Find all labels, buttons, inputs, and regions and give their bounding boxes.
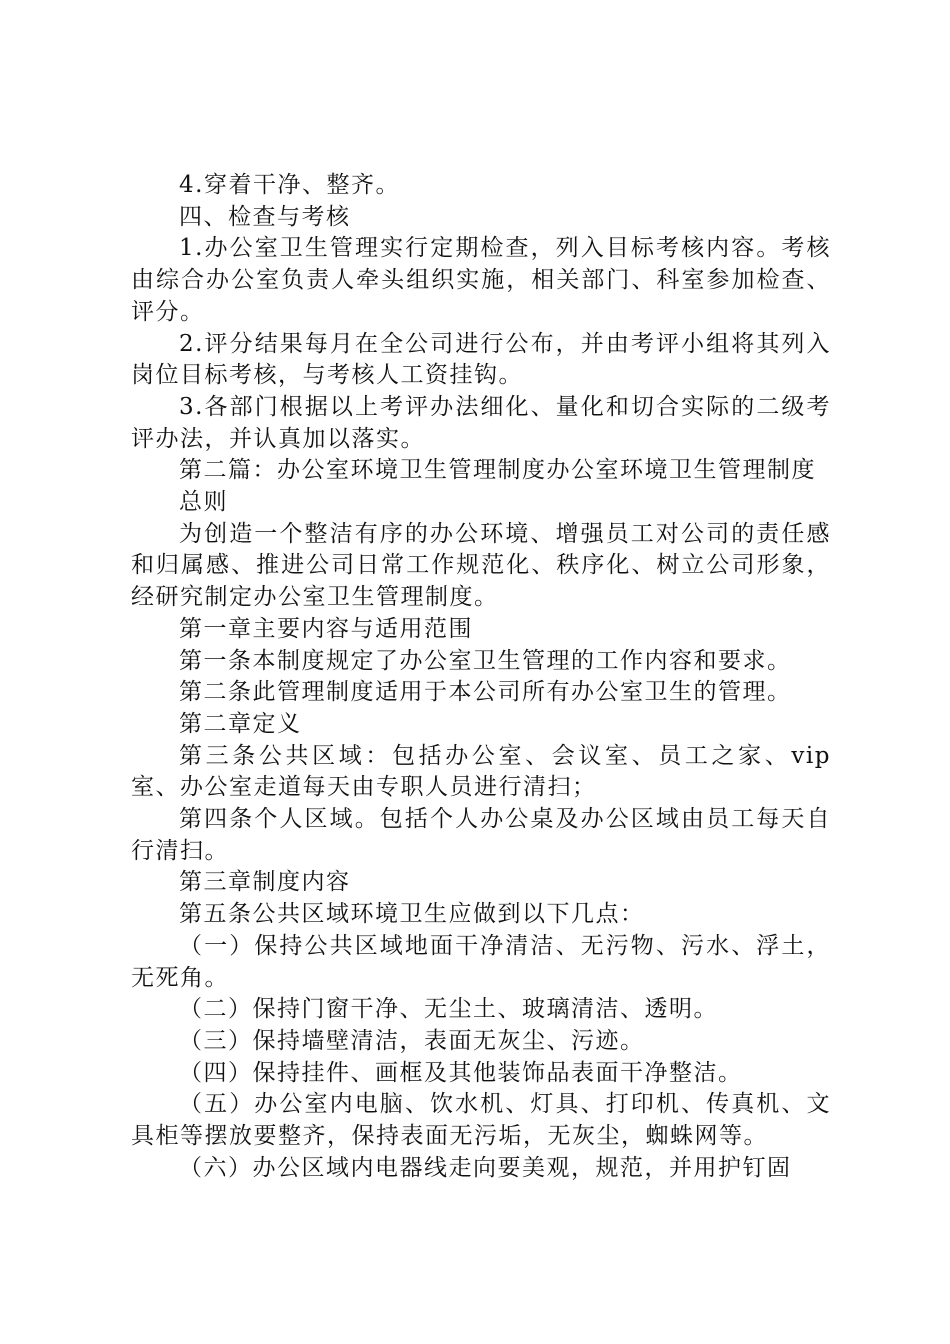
- list-item: （五）办公室内电脑、饮水机、灯具、打印机、传真机、文具柜等摆放要整齐，保持表面无污垢，无灰尘，蜘蛛网等。: [131, 1091, 831, 1150]
- chapter-heading: 第一章主要内容与适用范围: [179, 615, 473, 642]
- section-heading: 四、检查与考核: [179, 203, 351, 230]
- paragraph: 为创造一个整洁有序的办公环境、增强员工对公司的责任感和归属感、推进公司日常工作规范化、秩序化、树立公司形象，经研究制定办公室卫生管理制度。: [131, 520, 831, 611]
- paragraph: 2.评分结果每月在全公司进行公布，并由考评小组将其列入岗位目标考核，与考核人工资挂钩。: [131, 330, 831, 389]
- list-item: （六）办公区域内电器线走向要美观，规范，并用护钉固: [179, 1154, 792, 1181]
- paragraph: 3.各部门根据以上考评办法细化、量化和切合实际的二级考评办法，并认真加以落实。: [131, 393, 831, 452]
- list-item: （二）保持门窗干净、无尘土、玻璃清洁、透明。: [179, 996, 718, 1023]
- paragraph: 第四条个人区域。包括个人办公桌及办公区域由员工每天自行清扫。: [131, 806, 831, 864]
- list-item: （一）保持公共区域地面干净清洁、无污物、污水、浮土，无死角。: [131, 932, 831, 991]
- paragraph: 第五条公共区域环境卫生应做到以下几点：: [179, 901, 645, 928]
- paragraph: 1.办公室卫生管理实行定期检查，列入目标考核内容。考核由综合办公室负责人牵头组织实施，相关部门、科室参加检查、评分。: [131, 235, 831, 325]
- list-item: （三）保持墙壁清洁，表面无灰尘、污迹。: [179, 1027, 645, 1054]
- section-heading: 总则: [179, 489, 228, 516]
- chapter-heading: 第三章制度内容: [179, 869, 351, 896]
- paragraph: 4.穿着干净、整齐。: [179, 172, 400, 198]
- chapter-heading: 第二章定义: [179, 710, 302, 737]
- paragraph: 第一条本制度规定了办公室卫生管理的工作内容和要求。: [179, 647, 792, 674]
- list-item: （四）保持挂件、画框及其他装饰品表面干净整洁。: [179, 1059, 743, 1086]
- document-body: [131, 170, 831, 1185]
- article-title: 第二篇：办公室环境卫生管理制度办公室环境卫生管理制度: [179, 457, 816, 484]
- paragraph: 第三条公共区域：包括办公室、会议室、员工之家、vip室、办公室走道每天由专职人员进行清扫；: [131, 742, 831, 801]
- paragraph: 第二条此管理制度适用于本公司所有办公室卫生的管理。: [179, 679, 792, 706]
